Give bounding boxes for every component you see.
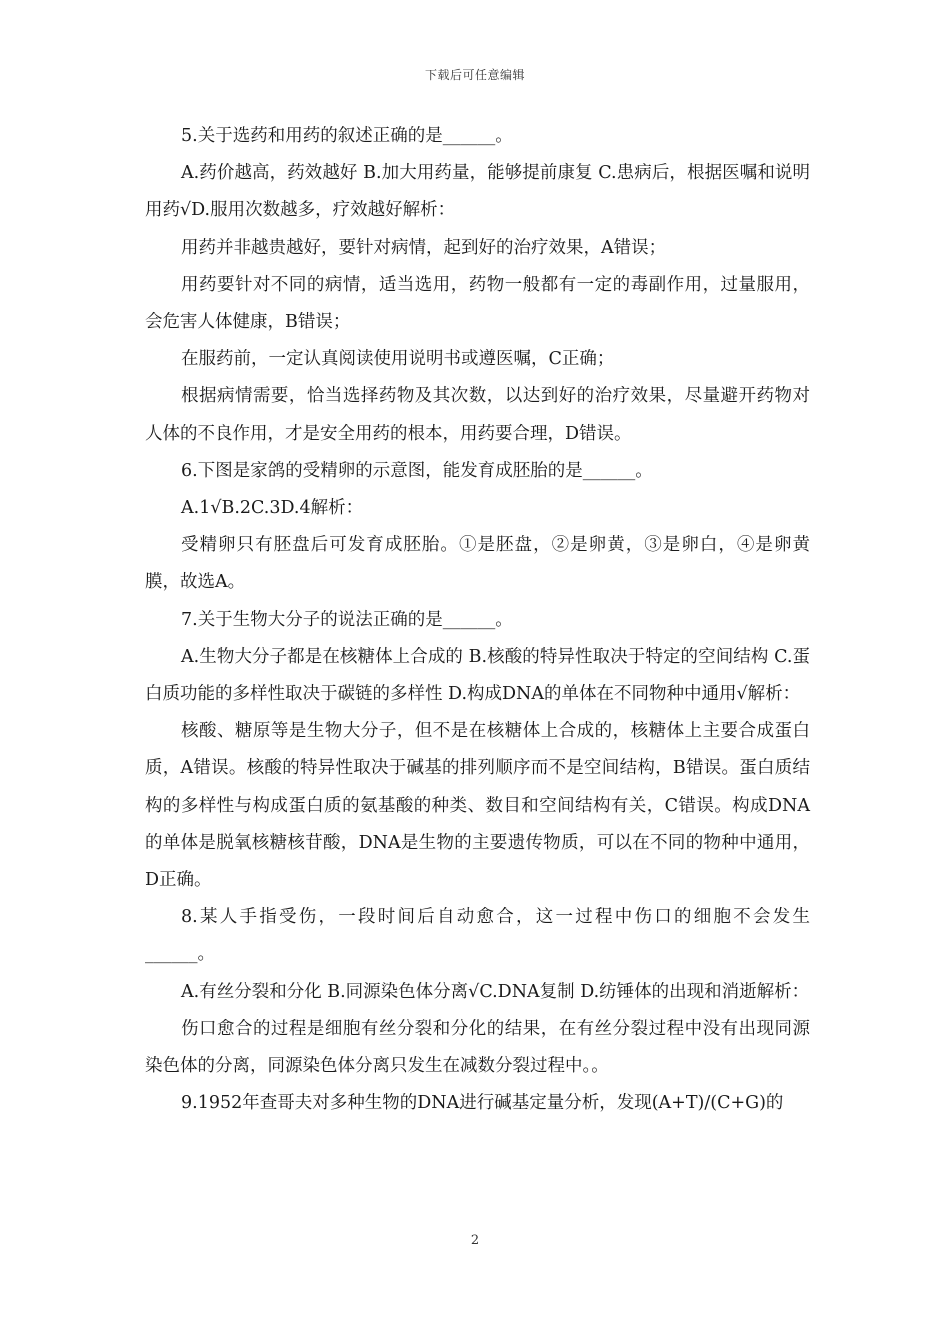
question-6-stem: 6.下图是家鸽的受精卵的示意图，能发育成胚胎的是______。	[181, 460, 653, 481]
question-8-analysis: 伤口愈合的过程是细胞有丝分裂和分化的结果，在有丝分裂过程中没有出现同源染色体的分离，同源染色体分离只发生在减数分裂过程中。。	[145, 1018, 810, 1077]
question-5-analysis-a: 用药并非越贵越好，要针对病情，起到好的治疗效果，A错误；	[181, 237, 667, 258]
question-7-stem: 7.关于生物大分子的说法正确的是______。	[181, 609, 513, 630]
question-6-analysis: 受精卵只有胚盘后可发育成胚胎。①是胚盘，②是卵黄，③是卵白，④是卵黄膜，故选A。	[145, 535, 810, 593]
question-5-analysis-b: 用药要针对不同的病情，适当选用，药物一般都有一定的毒副作用，过量服用，会危害人体健康，B错误；	[145, 274, 810, 333]
page-number: 2	[470, 1233, 480, 1248]
question-6-options: A.1√B.2C.3D.4解析：	[181, 498, 364, 519]
question-5-analysis-c: 在服药前，一定认真阅读使用说明书或遵医嘱，C正确；	[181, 349, 615, 370]
question-5-analysis-d: 根据病情需要，恰当选择药物及其次数，以达到好的治疗效果，尽量避开药物对人体的不良作用，才是安全用药的根本，用药要合理，D错误。	[145, 386, 810, 444]
question-7-analysis: 核酸、糖原等是生物大分子，但不是在核糖体上合成的，核糖体上主要合成蛋白质，A错误。核酸的特异性取决于碱基的排列顺序而不是空间结构，B错误。蛋白质结构的多样性与构成蛋白质的氨基酸的种类、数目和空间结构有关，C错误。构成DNA的单体是脱氧核糖核苷酸，DNA是生物的主要遗传物质，可以在不同的物种中通用，D正确。	[145, 721, 810, 891]
question-9-stem: 9.1952年查哥夫对多种生物的DNA进行碱基定量分析，发现(A+T)/(C+G)的	[181, 1093, 784, 1114]
page-header: 下载后可任意编辑	[424, 68, 525, 82]
question-8-options: A.有丝分裂和分化 B.同源染色体分离√C.DNA复制 D.纺锤体的出现和消逝解析：	[181, 981, 810, 1002]
question-5-options: A.药价越高，药效越好 B.加大用药量，能够提前康复 C.患病后，根据医嘱和说明用药√D.服用次数越多，疗效越好解析：	[145, 163, 810, 221]
document-body	[145, 118, 810, 1122]
question-5-stem: 5.关于选药和用药的叙述正确的是______。	[181, 126, 513, 146]
question-7-options: A.生物大分子都是在核糖体上合成的 B.核酸的特异性取决于特定的空间结构 C.蛋白质功能的多样性取决于碳链的多样性 D.构成DNA的单体在不同物种中通用√解析：	[145, 646, 810, 705]
question-8-stem: 8.某人手指受伤，一段时间后自动愈合，这一过程中伤口的细胞不会发生______。	[145, 907, 810, 965]
